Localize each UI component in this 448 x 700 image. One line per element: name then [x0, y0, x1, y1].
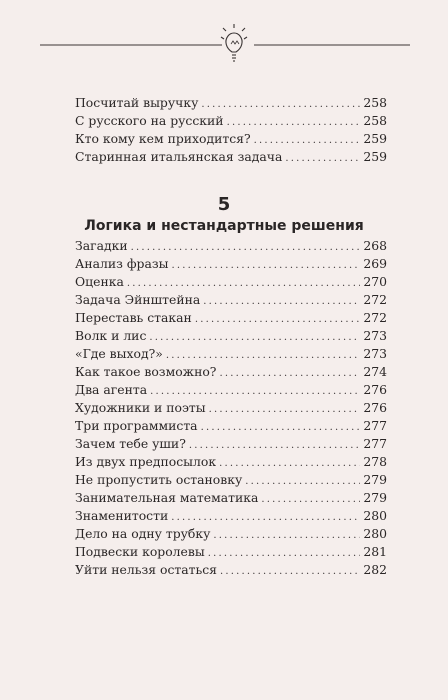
toc-entry-title: Переставь стакан	[75, 310, 192, 325]
toc-entry-page: 278	[363, 454, 387, 469]
toc-entry[interactable]	[75, 363, 387, 381]
toc-entry-title: Не пропустить остановку	[75, 472, 243, 487]
toc-entry-page: 273	[363, 328, 387, 343]
toc-entry-page: 276	[363, 382, 387, 397]
toc-entry-page: 273	[363, 346, 387, 361]
toc-entry-title: Три программиста	[75, 418, 198, 433]
toc-entry-page: 258	[363, 95, 387, 110]
toc-entry[interactable]	[75, 525, 387, 543]
chapter-number: 5	[217, 194, 231, 215]
toc-entry-title: Дело на одну трубку	[75, 526, 211, 541]
toc-entry-title: Художники и поэты	[75, 400, 206, 415]
toc-entry-page: 282	[363, 562, 387, 577]
toc-entry-page: 279	[363, 490, 387, 505]
toc-entry-title: Уйти нельзя остаться	[75, 562, 217, 577]
toc-entry-title: Задача Эйнштейна	[75, 292, 201, 307]
toc-entry[interactable]	[75, 435, 387, 453]
toc-entry[interactable]	[75, 381, 387, 399]
toc-entry[interactable]	[75, 543, 387, 561]
toc-entry-page: 269	[363, 256, 387, 271]
toc-entry-title: «Где выход?»	[75, 346, 163, 361]
toc-entry-title: Знаменитости	[75, 508, 169, 523]
toc-entry[interactable]	[75, 345, 387, 363]
toc-entry-title: Волк и лис	[75, 328, 147, 343]
toc-entry-page: 259	[363, 149, 387, 164]
toc-entry-page: 280	[363, 526, 387, 541]
toc-entry-page: 279	[363, 472, 387, 487]
toc-entry-page: 276	[363, 400, 387, 415]
toc-entry[interactable]	[75, 309, 387, 327]
toc-entry[interactable]	[75, 273, 387, 291]
toc-entry-page: 274	[363, 364, 387, 379]
toc-entry[interactable]	[75, 291, 387, 309]
toc-entry-page: 272	[363, 310, 387, 325]
toc-entry-page: 280	[363, 508, 387, 523]
toc-entry[interactable]	[75, 237, 387, 255]
toc-entry[interactable]	[75, 471, 387, 489]
toc-entry-page: 277	[363, 418, 387, 433]
toc-entry[interactable]	[75, 417, 387, 435]
toc-leader-dots	[220, 563, 360, 581]
toc-entry-title: Старинная итальянская задача	[75, 149, 283, 164]
toc-entry-title: Подвески королевы	[75, 544, 205, 559]
toc-entry-page: 281	[363, 544, 387, 559]
toc-entry-title: Зачем тебе уши?	[75, 436, 186, 451]
toc-entry-title: Загадки	[75, 238, 128, 253]
toc-entry[interactable]	[75, 112, 387, 130]
toc-entry[interactable]	[75, 561, 387, 579]
toc-entry-page: 259	[363, 131, 387, 146]
toc-entry-title: Анализ фразы	[75, 256, 169, 271]
toc-entry[interactable]	[75, 453, 387, 471]
lightbulb-icon	[221, 24, 247, 61]
toc-entry[interactable]	[75, 148, 387, 166]
header-ornament	[0, 0, 448, 80]
toc-entry[interactable]	[75, 255, 387, 273]
toc-entry-title: С русского на русский	[75, 113, 224, 128]
toc-entry[interactable]	[75, 327, 387, 345]
toc-entry[interactable]	[75, 399, 387, 417]
toc-entry-title: Занимательная математика	[75, 490, 259, 505]
toc-entry-page: 258	[363, 113, 387, 128]
chapter-title: Логика и нестандартные решения	[84, 218, 364, 234]
toc-entry-title: Кто кому кем приходится?	[75, 131, 251, 146]
toc-entry-title: Посчитай выручку	[75, 95, 199, 110]
toc-entry-title: Два агента	[75, 382, 148, 397]
toc-entry-title: Оценка	[75, 274, 124, 289]
toc-entry-title: Как такое возможно?	[75, 364, 217, 379]
toc-entry-title: Из двух предпосылок	[75, 454, 217, 469]
toc-entry-page: 270	[363, 274, 387, 289]
toc-entry[interactable]	[75, 94, 387, 112]
toc-entry-page: 272	[363, 292, 387, 307]
toc-leader-dots	[285, 150, 360, 168]
toc-entry-page: 277	[363, 436, 387, 451]
toc-entry[interactable]	[75, 130, 387, 148]
toc-entry[interactable]	[75, 489, 387, 507]
toc-entry-page: 268	[363, 238, 387, 253]
toc-entry[interactable]	[75, 507, 387, 525]
